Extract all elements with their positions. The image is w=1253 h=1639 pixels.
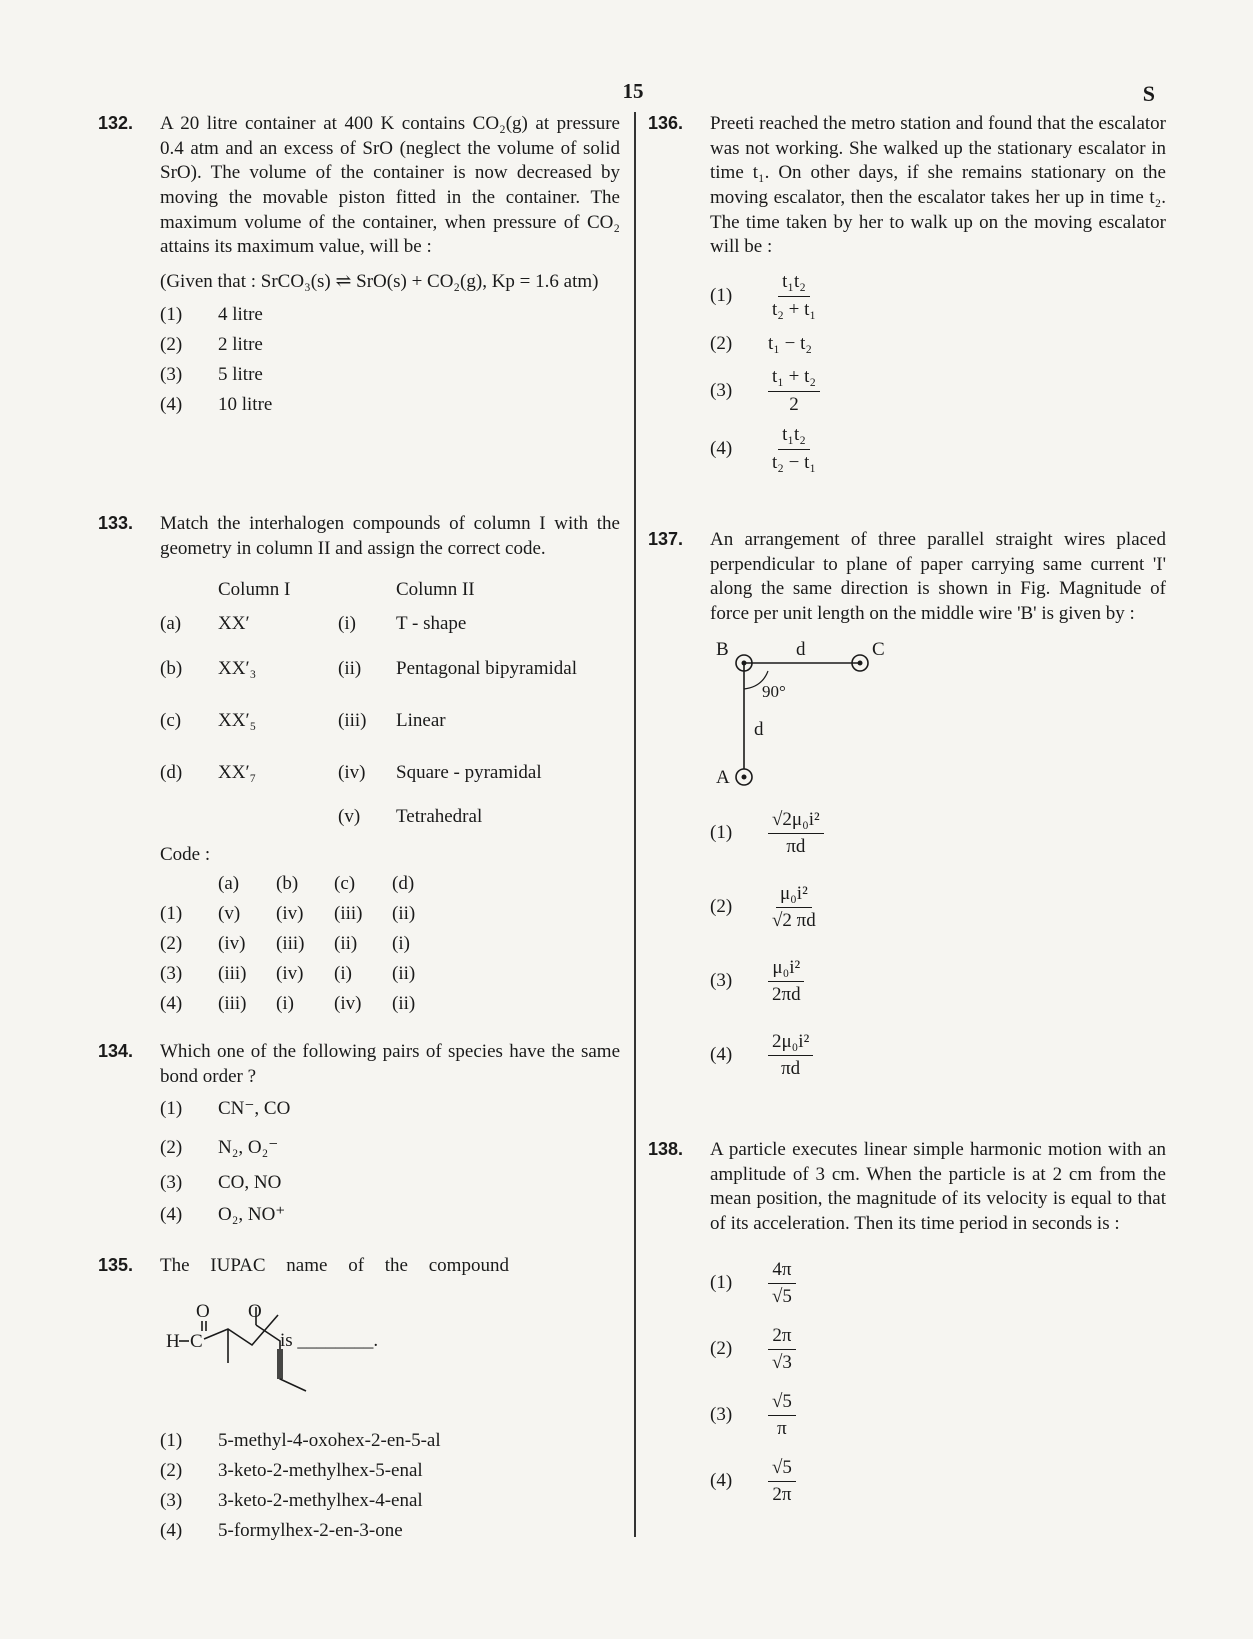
code-option-1[interactable]: (1) (v) (iv) (iii) (ii) bbox=[160, 903, 416, 925]
question-number: 138. bbox=[648, 1139, 684, 1159]
option-3[interactable]: (3) $\frac{\text{t₁ + t₂}}{2}$ bbox=[710, 362, 1166, 420]
question-text: Which one of the following pairs of species have the same bond order ? bbox=[160, 1041, 620, 1087]
option-4[interactable]: (4) O₂, NO⁺ bbox=[160, 1204, 286, 1226]
atom-o-ketone: O bbox=[248, 1300, 262, 1322]
option-2[interactable]: (2) 2 litre bbox=[160, 334, 263, 356]
question-text: An arrangement of three parallel straight wires placed perpendicular to plane of paper carrying same current 'I' along the same direction is shown in Fig. Magnitude of force per unit length on the middle wire 'B' is given by : bbox=[710, 529, 1166, 625]
question-138 bbox=[648, 1138, 1166, 1515]
match-row: (b) XX′₃ (ii) Pentagonal bipyramidal bbox=[160, 658, 577, 680]
question-number: 135. bbox=[98, 1255, 134, 1275]
option-1[interactable]: (1) 4 litre bbox=[160, 304, 263, 326]
option-3[interactable]: (3) 3-keto-2-methylhex-4-enal bbox=[160, 1490, 423, 1512]
question-133 bbox=[98, 512, 620, 1022]
question-number: 133. bbox=[98, 513, 134, 533]
blank-line: is ________. bbox=[280, 1329, 379, 1351]
options-list bbox=[710, 266, 1166, 478]
code-label: Code : bbox=[160, 844, 211, 866]
match-row: (v) Tetrahedral bbox=[338, 806, 483, 828]
atom-h: H bbox=[166, 1330, 180, 1352]
option-3[interactable]: (3) CO, NO bbox=[160, 1172, 282, 1194]
option-1[interactable]: (1) $\frac{4\pi}{√5}$ bbox=[710, 1251, 1166, 1317]
options-list bbox=[710, 797, 1166, 1093]
column-divider bbox=[634, 112, 636, 1537]
options-list bbox=[160, 1089, 620, 1231]
question-text: A 20 litre container at 400 K contains CO₂(g) at pressure 0.4 atm and an excess of SrO (neglect the volume of solid SrO). The volume of the container is now decreased by moving the movable piston fitted in the container. The maximum volume of the container, when pressure of CO₂ attains its maximum value, will be : bbox=[160, 113, 620, 258]
option-4[interactable]: (4) $\frac{\text{t₁t₂}}{\text{t₂ − t₁}}$ bbox=[710, 423, 817, 473]
question-136 bbox=[648, 112, 1166, 478]
question-137 bbox=[648, 528, 1166, 1093]
page-number: 15 bbox=[622, 79, 644, 103]
option-4[interactable]: (4) $\frac{√5}{2\pi}$ bbox=[710, 1449, 1166, 1515]
question-134 bbox=[98, 1040, 620, 1231]
option-3[interactable]: (3) 5 litre bbox=[160, 364, 263, 386]
code-option-2[interactable]: (2) (iv) (iii) (ii) (i) bbox=[160, 933, 410, 955]
question-text: The IUPAC name of the compound bbox=[160, 1255, 509, 1276]
question-135 bbox=[98, 1254, 620, 1547]
option-2[interactable]: (2) $\frac{2\pi}{√3}$ bbox=[710, 1317, 1166, 1383]
atom-c: C bbox=[190, 1330, 203, 1352]
three-wires-diagram bbox=[710, 631, 910, 791]
option-4[interactable]: (4) 5-formylhex-2-en-3-one bbox=[160, 1520, 403, 1542]
option-2[interactable]: (2) N₂, O₂⁻ bbox=[160, 1137, 279, 1159]
label-angle: 90° bbox=[762, 681, 786, 701]
option-1[interactable]: (1) $\frac{\text{√2μ₀i²}}{\pi d}$ bbox=[710, 797, 1166, 871]
question-132 bbox=[98, 112, 620, 421]
option-2[interactable]: (2) $\frac{\text{μ₀i²}}{√2 \pi d}$ bbox=[710, 882, 816, 932]
match-row: (c) XX′₅ (iii) Linear bbox=[160, 710, 446, 732]
option-4[interactable]: (4) 10 litre bbox=[160, 394, 273, 416]
question-text: Match the interhalogen compounds of column I with the geometry in column II and assign the correct code. bbox=[160, 513, 620, 559]
label-b: B bbox=[716, 638, 729, 660]
match-row: (d) XX′₇ (iv) Square - pyramidal bbox=[160, 762, 542, 784]
options-list bbox=[710, 1251, 1166, 1515]
code-table: (a) (b) (c) (d) (1) (v) (iv) (iii) (ii) (2) (iv) (iii) (ii) (i) (3) (iii) (iv) (i) (ii) (4) (iii) (i) (iv) (ii) bbox=[160, 872, 620, 1022]
label-c: C bbox=[872, 638, 885, 660]
option-4[interactable]: (4) $\frac{\text{2μ₀i²}}{\pi d}$ bbox=[710, 1019, 1166, 1093]
option-1[interactable]: (1) CN⁻, CO bbox=[160, 1098, 291, 1120]
wire-figure bbox=[710, 631, 1166, 791]
question-number: 137. bbox=[648, 529, 684, 549]
label-a: A bbox=[716, 766, 730, 788]
set-code: S bbox=[1142, 81, 1155, 106]
options-list bbox=[160, 1427, 620, 1547]
options-list bbox=[160, 301, 620, 421]
structure-area bbox=[160, 1279, 620, 1409]
question-number: 134. bbox=[98, 1041, 134, 1061]
code-option-3[interactable]: (3) (iii) (iv) (i) (ii) bbox=[160, 963, 416, 985]
label-d-side: d bbox=[754, 718, 764, 740]
question-text: Preeti reached the metro station and found that the escalator was not working. She walked up the stationary escalator in time t₁. On other days, if she remains stationary on the moving escalator, then the escalator takes her up in time t₂. The time taken by her to walk up on the moving escalator will be : bbox=[710, 113, 1166, 258]
option-2[interactable]: (2) 3-keto-2-methylhex-5-enal bbox=[160, 1460, 423, 1482]
column-1-heading: Column I bbox=[218, 579, 291, 601]
option-1[interactable]: (1) 5-methyl-4-oxohex-2-en-5-al bbox=[160, 1430, 441, 1452]
question-number: 132. bbox=[98, 113, 134, 133]
match-table bbox=[160, 575, 620, 835]
option-3[interactable]: (3) $\frac{√5}{\pi}$ bbox=[710, 1383, 1166, 1449]
label-d-top: d bbox=[796, 638, 806, 660]
question-given: (Given that : SrCO₃(s) ⇌ SrO(s) + CO₂(g), Kp = 1.6 atm) bbox=[160, 271, 599, 293]
option-2[interactable]: (2) t₁ − t₂ bbox=[710, 332, 813, 354]
option-3[interactable]: (3) $\frac{\text{μ₀i²}}{2\pi d}$ bbox=[710, 945, 1166, 1019]
question-text: A particle executes linear simple harmonic motion with an amplitude of 3 cm. When the particle is at 2 cm from the mean position, the magnitude of its velocity is equal to that of its acceleration. Then its time period in seconds is : bbox=[710, 1139, 1166, 1235]
column-2-heading: Column II bbox=[396, 579, 475, 601]
option-1[interactable]: (1) $\frac{\text{t₁t₂}}{\text{t₂ + t₁}}$ bbox=[710, 270, 817, 320]
code-option-4[interactable]: (4) (iii) (i) (iv) (ii) bbox=[160, 993, 416, 1015]
match-row: (a) XX′ (i) T - shape bbox=[160, 613, 467, 635]
question-number: 136. bbox=[648, 113, 684, 133]
atom-o-aldehyde: O bbox=[196, 1300, 210, 1322]
